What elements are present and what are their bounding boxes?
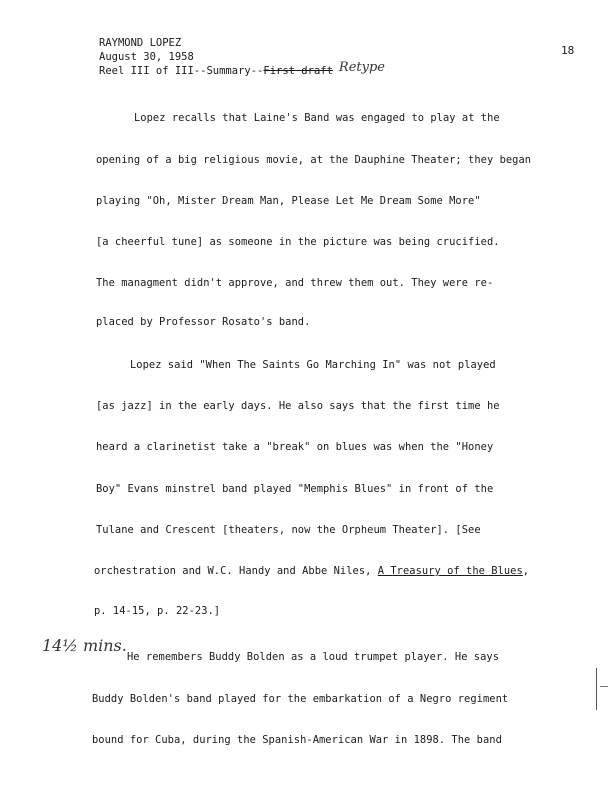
interview-date: August 30, 1958 — [99, 51, 194, 63]
handwritten-margin-note: 14½ mins. — [42, 636, 127, 655]
document-header — [99, 36, 385, 78]
scan-edge-mark — [596, 668, 597, 710]
body-line: bound for Cuba, during the Spanish-American War in 1898. The band — [92, 734, 502, 746]
reel-label: Reel III of III--Summary-- — [99, 65, 264, 77]
body-line — [94, 565, 529, 577]
body-line: Buddy Bolden's band played for the embarkation of a Negro regiment — [92, 693, 509, 705]
body-line: He remembers Buddy Bolden as a loud trumpet player. He says — [127, 651, 500, 663]
body-line: [a cheerful tune] as someone in the picture was being crucified. — [96, 236, 500, 248]
body-line: Lopez said "When The Saints Go Marching In" was not played — [130, 359, 496, 371]
book-title: A Treasury of the Blues — [377, 565, 523, 577]
body-line: Lopez recalls that Laine's Band was engaged to play at the — [134, 112, 500, 124]
struck-draft-label: First draft — [263, 65, 333, 77]
body-line: Tulane and Crescent [theaters, now the Orpheum Theater]. [See — [96, 524, 481, 536]
handwritten-retype-note: Retype — [338, 60, 385, 75]
page-number: 18 — [561, 44, 575, 57]
body-line: heard a clarinetist take a "break" on blues was when the "Honey — [96, 441, 494, 453]
body-line: The managment didn't approve, and threw them out. They were re- — [96, 277, 494, 289]
body-line: Boy" Evans minstrel band played "Memphis Blues" in front of the — [96, 483, 494, 495]
body-line: opening of a big religious movie, at the Dauphine Theater; they began — [96, 154, 532, 166]
body-line: placed by Professor Rosato's band. — [96, 316, 311, 328]
body-line: p. 14-15, p. 22-23.] — [94, 605, 221, 617]
body-line: playing "Oh, Mister Dream Man, Please Let Me Dream Some More" — [96, 195, 481, 207]
body-line: [as jazz] in the early days. He also says that the first time he — [96, 400, 500, 412]
reel-info — [99, 60, 385, 78]
citation-text: orchestration and W.C. Handy and Abbe Niles, — [94, 565, 378, 577]
citation-comma: , — [522, 565, 530, 577]
interviewee-name: RAYMOND LOPEZ — [99, 37, 182, 49]
scan-edge-mark — [600, 686, 608, 687]
